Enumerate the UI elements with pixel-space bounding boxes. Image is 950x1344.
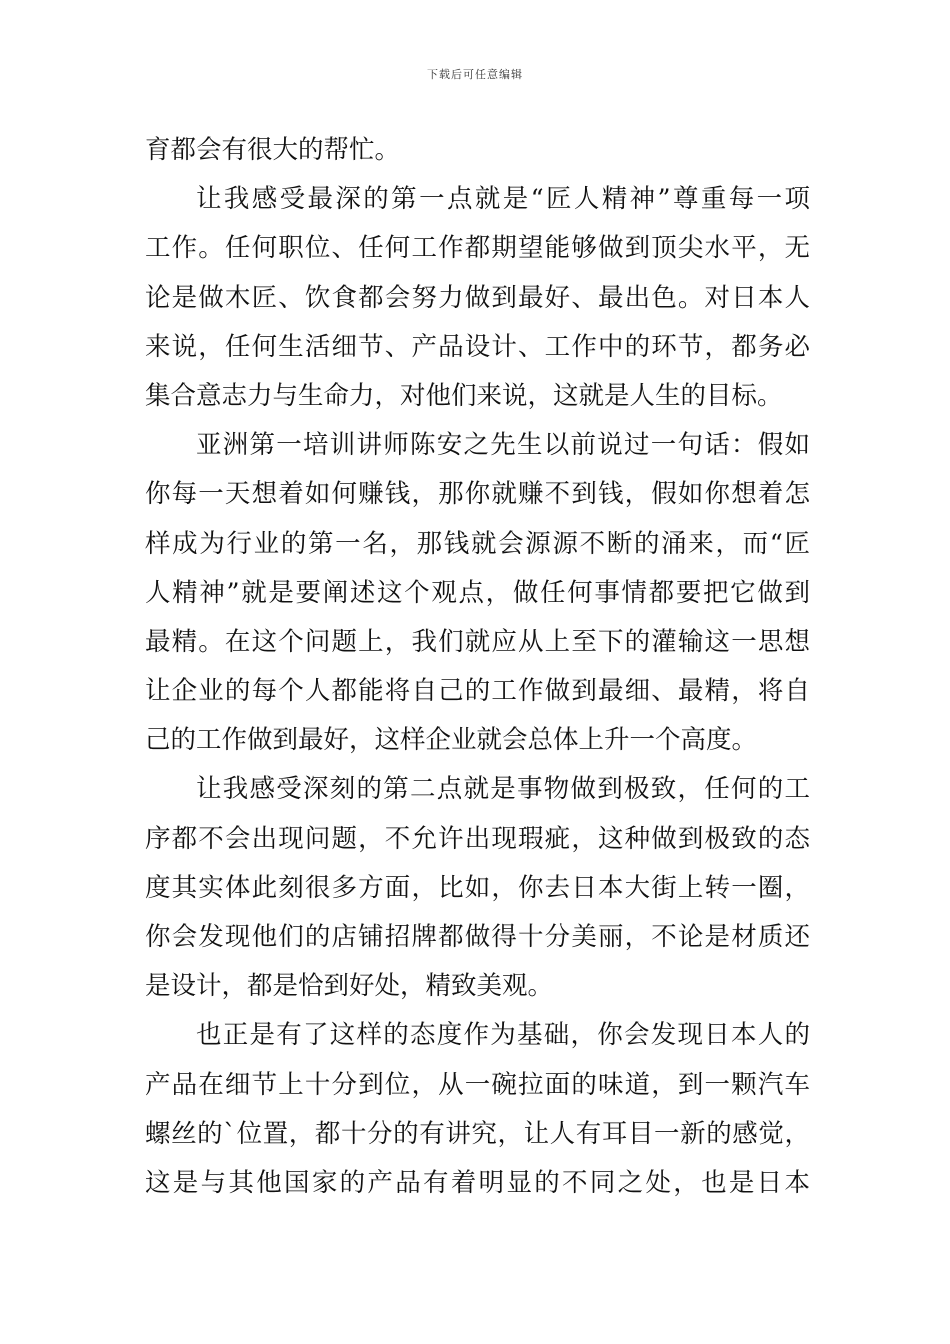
- text-line: 集合意志力与生命力，对他们来说，这就是人生的目标。: [145, 380, 783, 411]
- paragraph: [145, 1011, 810, 1208]
- paragraph: [145, 126, 810, 175]
- text-line: 让企业的每个人都能将自己的工作做到最细、最精，将自: [145, 676, 810, 707]
- text-line: 度其实体此刻很多方面，比如，你去日本大街上转一圈，: [145, 872, 810, 903]
- text-line: 你会发现他们的店铺招牌都做得十分美丽，不论是材质还: [145, 922, 810, 952]
- text-line: 也正是有了这样的态度作为基础，你会发现日本人的: [196, 1020, 810, 1051]
- text-line: 序都不会出现问题，不允许出现瑕疵，这种做到极致的态: [145, 823, 810, 854]
- page-header-note: 下载后可任意编辑: [427, 68, 523, 81]
- text-line: 让我感受深刻的第二点就是事物做到极致，任何的工: [196, 774, 810, 805]
- text-line: 人精神”就是要阐述这个观点，做任何事情都要把它做到: [145, 577, 810, 608]
- text-line: 让我感受最深的第一点就是“匠人精神”尊重每一项: [196, 184, 810, 215]
- text-line: 是设计，都是恰到好处，精致美观。: [145, 971, 554, 1002]
- text-line: 亚洲第一培训讲师陈安之先生以前说过一句话：假如: [196, 430, 810, 461]
- paragraph: [145, 421, 810, 765]
- text-line: 工作。任何职位、任何工作都期望能够做到顶尖水平，无: [145, 233, 810, 264]
- text-line: 己的工作做到最好，这样企业就会总体上升一个高度。: [145, 725, 758, 756]
- text-line: 样成为行业的第一名，那钱就会源源不断的涌来，而“匠: [145, 528, 810, 559]
- text-line: 这是与其他国家的产品有着明显的不同之处，也是日本: [145, 1167, 810, 1198]
- paragraph: [145, 175, 810, 421]
- paragraph: [145, 765, 810, 1011]
- text-line: 育都会有很大的帮忙。: [145, 135, 401, 165]
- document-body: [145, 126, 810, 1208]
- text-line: 你每一天想着如何赚钱，那你就赚不到钱，假如你想着怎: [145, 479, 810, 510]
- text-line: 论是做木匠、饮食都会努力做到最好、最出色。对日本人: [145, 282, 810, 313]
- text-line: 来说，任何生活细节、产品设计、工作中的环节，都务必: [145, 331, 810, 362]
- text-line: 最精。在这个问题上，我们就应从上至下的灌输这一思想: [145, 626, 810, 657]
- text-line: 产品在细节上十分到位，从一碗拉面的味道，到一颗汽车: [145, 1069, 810, 1100]
- text-line: 螺丝的`位置，都十分的有讲究，让人有耳目一新的感觉，: [145, 1118, 810, 1149]
